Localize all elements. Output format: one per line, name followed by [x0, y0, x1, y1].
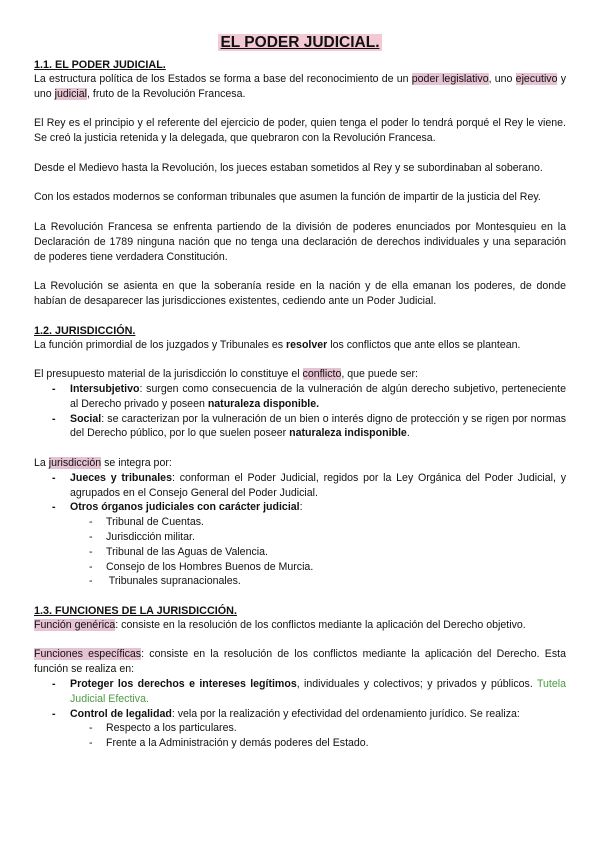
functions-list — [34, 677, 566, 751]
sub-list-item: - Jurisdicción militar. — [34, 530, 566, 545]
highlight-funciones-especificas: Funciones específicas — [34, 648, 142, 661]
paragraph-funcion-primordial: La función primordial de los juzgados y Tribunales es resolver los conflictos que ante ellos se plantean. — [34, 338, 521, 351]
paragraph-funcion-generica: Función genérica: consiste en la resolución de los conflictos mediante la aplicación del Derecho objetivo. — [34, 618, 526, 631]
paragraph-presupuesto: El presupuesto material de la jurisdicción lo constituye el conflicto, que puede ser: — [34, 368, 418, 381]
sub-list-item: - Consejo de los Hombres Buenos de Murcia. — [34, 560, 566, 575]
list-item: - Jueces y tribunales: conforman el Poder Judicial, regidos por la Ley Orgánica del Poder Judicial, y agrupados en el Consejo General del Poder Judicial. — [34, 471, 566, 501]
highlight-jurisdiccion: jurisdicción — [48, 456, 102, 469]
list-item: - Otros órganos judiciales con carácter judicial: — [34, 500, 566, 515]
paragraph-revolucion-francesa: La Revolución Francesa se enfrenta partiendo de la división de poderes enunciados por Montesquieu en la Declaración de 1789 ninguna nación que no tenga una declaración de derechos individuales y una separación de poderes tiene verdadera Constitución. — [34, 220, 566, 263]
section-heading-1-3: 1.3. FUNCIONES DE LA JURISDICCIÓN. — [34, 604, 237, 617]
sub-list-item: - Tribunal de las Aguas de Valencia. — [34, 545, 566, 560]
paragraph-poderes: La estructura política de los Estados se forma a base del reconocimiento de un poder legislativo, uno ejecutivo y uno judicial, fruto de la Revolución Francesa. — [34, 73, 566, 100]
paragraph-soberania: La Revolución se asienta en que la soberanía reside en la nación y de ella emanan los poderes, de donde habían de desaparecer las jurisdicciones existentes, cediendo ante un Poder Judicial. — [34, 280, 566, 307]
paragraph-rey: El Rey es el principio y el referente del ejercicio de poder, quien tenga el poder lo tendrá porqué el Rey le viene. Se creó la justicia retenida y la delegada, que quebraron con la Revolución Francesa. — [34, 117, 566, 145]
highlight-judicial: judicial — [54, 87, 88, 100]
jurisdiction-members-list — [34, 471, 566, 589]
section-heading-1-1: 1.1. EL PODER JUDICIAL. — [34, 59, 166, 71]
sub-list-item: - Tribunal de Cuentas. — [34, 515, 566, 530]
highlight-funcion-generica: Función genérica — [34, 618, 116, 631]
paragraph-medievo: Desde el Medievo hasta la Revolución, los jueces estaban sometidos al Rey y se subordinaban al soberano. — [34, 161, 543, 174]
document-page — [34, 34, 566, 751]
sub-list-item: - Tribunales supranacionales. — [34, 574, 566, 589]
highlight-ejecutivo: ejecutivo — [515, 73, 558, 85]
list-item: - Proteger los derechos e intereses legítimos, individuales y colectivos; y privados y públicos. Tutela Judicial Efectiva. — [34, 677, 566, 707]
highlight-legislativo: poder legislativo — [411, 73, 489, 85]
sub-list-item: - Frente a la Administración y demás poderes del Estado. — [34, 736, 566, 751]
paragraph-integra: La jurisdicción se integra por: — [34, 456, 172, 469]
green-note: Tutela Judicial Efectiva. — [70, 678, 567, 705]
page-title: EL PODER JUDICIAL. — [220, 34, 380, 51]
list-item: - Social: se caracterizan por la vulneración de un bien o interés digno de protección y se rigen por normas del Derecho público, por lo que suelen poseer naturaleza indisponible. — [34, 412, 566, 442]
highlight-conflicto: conflicto — [302, 368, 342, 381]
bold-resolver: resolver — [286, 338, 328, 351]
conflict-types-list — [34, 382, 566, 441]
paragraph-funciones-especificas: Funciones específicas: consiste en la resolución de los conflictos mediante la aplicación del Derecho. Esta función se realiza en: — [34, 648, 566, 676]
section-heading-1-2: 1.2. JURISDICCIÓN. — [34, 324, 136, 337]
paragraph-estados-modernos: Con los estados modernos se conforman tribunales que asumen la función de impartir de la justicia del Rey. — [34, 191, 541, 204]
list-item: - Intersubjetivo: surgen como consecuencia de la vulneración de algún derecho subjetivo, perteneciente al Derecho privado y poseen naturaleza disponible. — [34, 382, 566, 412]
sub-list-item: - Respecto a los particulares. — [34, 721, 566, 736]
list-item: - Control de legalidad: vela por la realización y efectividad del ordenamiento jurídico. Se realiza: — [34, 707, 566, 722]
